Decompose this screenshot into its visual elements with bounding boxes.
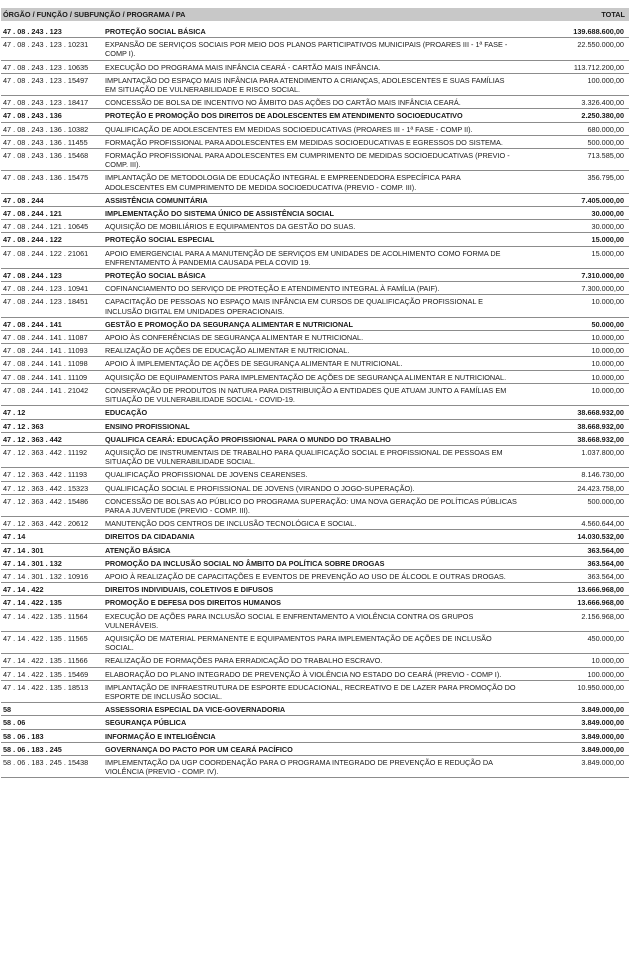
row-code: 47 . 12 . 363 . 442 . 11193 <box>3 470 88 480</box>
row-description: APOIO EMERGENCIAL PARA A MANUTENÇÃO DE SERVIÇOS EM UNIDADES DE ACOLHIMENTO COMO FORMA DE ENFRENTAMENTO À PANDEMIA CAUSADA PELA COVID 19. <box>105 248 501 267</box>
table-row <box>1 282 629 295</box>
row-description: ATENÇÃO BÁSICA <box>105 545 171 555</box>
row-code: 47 . 14 . 422 . 135 . 18513 <box>3 682 89 692</box>
table-row <box>1 318 629 331</box>
row-total: 100.000,00 <box>587 669 624 679</box>
row-code: 47 . 08 . 243 . 123 . 10635 <box>3 62 89 72</box>
row-description: QUALIFICA CEARÁ: EDUCAÇÃO PROFISSIONAL PARA O MUNDO DO TRABALHO <box>105 434 391 444</box>
row-description: APOIO À REALIZAÇÃO DE CAPACITAÇÕES E EVENTOS DE PREVENÇÃO AO USO DE ÁLCOOL E OUTRAS DROGAS. <box>105 571 506 581</box>
row-description: GOVERNANÇA DO PACTO POR UM CEARÁ PACÍFICO <box>105 744 293 754</box>
row-total: 38.668.932,00 <box>577 434 624 444</box>
table-row <box>1 446 629 468</box>
row-total: 10.000,00 <box>591 656 624 666</box>
header-total-label: TOTAL <box>601 10 625 19</box>
row-total: 7.310.000,00 <box>581 271 624 281</box>
row-code: 47 . 08 . 243 . 123 . 18417 <box>3 98 89 108</box>
row-description: INFORMAÇÃO E INTELIGÊNCIA <box>105 731 216 741</box>
row-description: CAPACITAÇÃO DE PESSOAS NO ESPAÇO MAIS INFÂNCIA EM CURSOS DE QUALIFICAÇÃO PROFISSIONAL E INCLUSÃO DIGITAL EM UNIDADES OPERACIONAIS. <box>105 297 484 316</box>
row-description: REALIZAÇÃO DE AÇÕES DE EDUCAÇÃO ALIMENTAR E NUTRICIONAL. <box>105 346 350 356</box>
table-row <box>1 295 629 317</box>
row-total: 3.849.000,00 <box>581 705 624 715</box>
row-code: 47 . 14 . 301 . 132 <box>3 558 62 568</box>
table-row <box>1 96 629 109</box>
table-row <box>1 596 629 609</box>
row-code: 58 <box>3 705 12 715</box>
row-description: QUALIFICAÇÃO SOCIAL E PROFISSIONAL DE JOVENS (VIRANDO O JOGO-SUPERAÇÃO). <box>105 483 415 493</box>
row-description: REALIZAÇÃO DE FORMAÇÕES PARA ERRADICAÇÃO DO TRABALHO ESCRAVO. <box>105 656 383 666</box>
row-description: COFINANCIAMENTO DO SERVIÇO DE PROTEÇÃO E ATENDIMENTO INTEGRAL À FAMÍLIA (PAIF). <box>105 284 440 294</box>
row-description: IMPLANTAÇÃO DE METODOLOGIA DE EDUCAÇÃO INTEGRAL E EMPREENDEDORA ESPECÍFICA PARA ADOLESCENTES EM CUMPRIMENTO DE MEDIDA SOCIOEDUCATIVA (PREVIO - COMP. III). <box>105 173 461 192</box>
row-total: 30.000,00 <box>591 209 624 219</box>
row-total: 3.849.000,00 <box>581 731 624 741</box>
row-code: 47 . 08 . 244 . 141 . 11109 <box>3 372 88 382</box>
table-row <box>1 668 629 681</box>
row-description: APOIO ÀS CONFERÊNCIAS DE SEGURANÇA ALIMENTAR E NUTRICIONAL. <box>105 333 364 343</box>
row-code: 47 . 08 . 244 . 141 . 11098 <box>3 359 88 369</box>
row-code: 47 . 08 . 244 . 141 . 11087 <box>3 333 88 343</box>
row-description: MANUTENÇÃO DOS CENTROS DE INCLUSÃO TECNOLÓGICA E SOCIAL. <box>105 519 357 529</box>
row-code: 47 . 08 . 244 . 123 <box>3 271 62 281</box>
row-total: 7.300.000,00 <box>581 284 624 294</box>
table-row <box>1 544 629 557</box>
row-description: ELABORAÇÃO DO PLANO INTEGRADO DE PREVENÇÃO À VIOLÊNCIA NO ESTADO DO CEARÁ (PREVIO - COMP I). <box>105 669 502 679</box>
row-total: 713.585,00 <box>587 151 624 161</box>
row-total: 22.550.000,00 <box>577 40 624 50</box>
table-row <box>1 220 629 233</box>
row-total: 10.000,00 <box>591 346 624 356</box>
row-description: AQUISIÇÃO DE EQUIPAMENTOS PARA IMPLEMENTAÇÃO DE AÇÕES DE SEGURANÇA ALIMENTAR E NUTRICIONAL. <box>105 372 507 382</box>
row-description: CONSERVAÇÃO DE PRODUTOS IN NATURA PARA DISTRIBUIÇÃO A ENTIDADES QUE ATUAM JUNTO A FAMÍLIAS EM SITUAÇÃO DE VULNERABILIDADE SOCIAL - COVID-19. <box>105 385 507 405</box>
row-total: 113.712.200,00 <box>573 62 624 72</box>
table-row <box>1 194 629 207</box>
row-description: FORMAÇÃO PROFISSIONAL PARA ADOLESCENTES EM MEDIDAS SOCIOEDUCATIVAS E EGRESSOS DO SISTEMA. <box>105 137 503 147</box>
row-total: 10.000,00 <box>591 333 624 343</box>
row-total: 10.950.000,00 <box>577 682 624 692</box>
table-row <box>1 468 629 481</box>
row-code: 47 . 12 <box>3 408 26 418</box>
table-row <box>1 109 629 122</box>
row-description: ENSINO PROFISSIONAL <box>105 421 190 431</box>
row-code: 47 . 08 . 243 . 136 <box>3 111 62 121</box>
row-code: 47 . 08 . 244 . 121 . 10645 <box>3 222 89 232</box>
row-total: 13.666.968,00 <box>577 598 624 608</box>
table-row <box>1 420 629 433</box>
table-row <box>1 654 629 667</box>
row-total: 38.668.932,00 <box>577 421 624 431</box>
row-code: 47 . 14 . 422 <box>3 585 44 595</box>
row-total: 3.849.000,00 <box>581 718 624 728</box>
row-total: 14.030.532,00 <box>577 532 624 542</box>
row-description: ASSISTÊNCIA COMUNITÁRIA <box>105 195 208 205</box>
row-code: 47 . 08 . 244 . 123 . 18451 <box>3 297 89 307</box>
row-description: QUALIFICAÇÃO DE ADOLESCENTES EM MEDIDAS SOCIOEDUCATIVAS (PROARES III - 1ª FASE - COMP II). <box>105 124 473 134</box>
row-code: 47 . 08 . 243 . 136 . 15475 <box>3 173 89 183</box>
table-row <box>1 583 629 596</box>
table-row <box>1 38 629 60</box>
row-description: IMPLEMENTAÇÃO DA UGP COORDENAÇÃO PARA O PROGRAMA INTEGRADO DE PREVENÇÃO E REDUÇÃO DA VIOLÊNCIA (PREVIO - COMP. IV). <box>105 757 493 777</box>
row-total: 10.000,00 <box>591 297 624 307</box>
row-description: CONCESSÃO DE BOLSAS AO PÚBLICO DO PROGRAMA SUPERAÇÃO: UMA NOVA GERAÇÃO DE POLÍTICAS PÚBLICAS PARA A JUVENTUDE (PREVIO - COMP. III). <box>105 496 517 515</box>
table-row <box>1 247 629 269</box>
row-code: 47 . 12 . 363 . 442 <box>3 434 62 444</box>
table-row <box>1 136 629 149</box>
row-total: 15.000,00 <box>591 235 624 245</box>
table-row <box>1 357 629 370</box>
row-code: 47 . 14 . 422 . 135 . 11566 <box>3 656 88 666</box>
row-code: 47 . 08 . 244 . 123 . 10941 <box>3 284 89 294</box>
row-description: QUALIFICAÇÃO PROFISSIONAL DE JOVENS CEARENSES. <box>105 470 308 480</box>
row-total: 10.000,00 <box>591 372 624 382</box>
table-row <box>1 344 629 357</box>
row-code: 47 . 12 . 363 . 442 . 11192 <box>3 447 88 457</box>
row-total: 8.146.730,00 <box>581 470 624 480</box>
row-code: 47 . 08 . 244 . 121 <box>3 209 62 219</box>
table-row <box>1 74 629 96</box>
row-description: IMPLANTAÇÃO DO ESPAÇO MAIS INFÂNCIA PARA ATENDIMENTO A CRIANÇAS, ADOLESCENTES E SUAS FAMÍLIAS EM SITUAÇÃO DE VULNERABILIDADE E RISCO SOCIAL. <box>105 75 505 95</box>
row-total: 10.000,00 <box>591 359 624 369</box>
row-total: 3.326.400,00 <box>581 98 624 108</box>
row-description: PROTEÇÃO E PROMOÇÃO DOS DIREITOS DE ADOLESCENTES EM ATENDIMENTO SOCIOEDUCATIVO <box>105 111 463 121</box>
table-body <box>1 25 629 778</box>
row-code: 58 . 06 . 183 . 245 . 15438 <box>3 757 89 767</box>
row-total: 500.000,00 <box>587 496 624 506</box>
table-row <box>1 716 629 729</box>
row-description: EXECUÇÃO DO PROGRAMA MAIS INFÂNCIA CEARÁ - CARTÃO MAIS INFÂNCIA. <box>105 62 381 72</box>
row-total: 100.000,00 <box>587 75 624 85</box>
row-code: 47 . 08 . 244 . 141 . 11093 <box>3 346 88 356</box>
row-total: 680.000,00 <box>587 124 624 134</box>
row-code: 47 . 08 . 243 . 136 . 11455 <box>3 137 88 147</box>
row-description: PROTEÇÃO SOCIAL BÁSICA <box>105 27 206 36</box>
row-description: IMPLANTAÇÃO DE INFRAESTRUTURA DE ESPORTE EDUCACIONAL, RECREATIVO E DE LAZER PARA PROMOÇÃO DO ESPORTE DE INCLUSÃO SOCIAL. <box>105 682 516 701</box>
row-description: EXPANSÃO DE SERVIÇOS SOCIAIS POR MEIO DOS PLANOS PARTICIPATIVOS MUNICIPAIS (PROARES III - 1ª FASE - COMP I). <box>105 40 508 59</box>
row-code: 47 . 08 . 244 . 141 <box>3 319 62 329</box>
row-total: 38.668.932,00 <box>577 408 624 418</box>
row-code: 47 . 14 . 422 . 135 . 15469 <box>3 669 89 679</box>
row-description: PROMOÇÃO E DEFESA DOS DIREITOS HUMANOS <box>105 598 281 608</box>
table-row <box>1 25 629 38</box>
row-total: 139.688.600,00 <box>573 27 624 36</box>
table-row <box>1 123 629 136</box>
table-row <box>1 730 629 743</box>
row-code: 47 . 12 . 363 . 442 . 15486 <box>3 496 89 506</box>
row-description: GESTÃO E PROMOÇÃO DA SEGURANÇA ALIMENTAR E NUTRICIONAL <box>105 319 353 329</box>
table-row <box>1 61 629 74</box>
row-code: 47 . 12 . 363 <box>3 421 44 431</box>
row-total: 2.250.380,00 <box>581 111 624 121</box>
table-row <box>1 632 629 654</box>
table-row <box>1 517 629 530</box>
row-code: 47 . 12 . 363 . 442 . 20612 <box>3 519 89 529</box>
table-row <box>1 743 629 756</box>
row-description: DIREITOS INDIVIDUAIS, COLETIVOS E DIFUSOS <box>105 585 274 595</box>
row-description: AQUISIÇÃO DE MOBILIÁRIOS E EQUIPAMENTOS DA GESTÃO DO SUAS. <box>105 222 356 232</box>
table-row <box>1 530 629 543</box>
row-total: 15.000,00 <box>591 248 624 258</box>
row-total: 24.423.758,00 <box>577 483 624 493</box>
table-row <box>1 570 629 583</box>
row-description: APOIO À IMPLEMENTAÇÃO DE AÇÕES DE SEGURANÇA ALIMENTAR E NUTRICIONAL. <box>105 359 403 369</box>
row-code: 47 . 08 . 244 . 122 . 21061 <box>3 248 89 258</box>
row-description: ASSESSORIA ESPECIAL DA VICE-GOVERNADORIA <box>105 705 286 715</box>
row-description: PROTEÇÃO SOCIAL ESPECIAL <box>105 235 215 245</box>
row-description: CONCESSÃO DE BOLSA DE INCENTIVO NO ÂMBITO DAS AÇÕES DO CARTÃO MAIS INFÂNCIA CEARÁ. <box>105 98 461 108</box>
row-description: EXECUÇÃO DE AÇÕES PARA INCLUSÃO SOCIAL E ENFRENTAMENTO A VIOLÊNCIA CONTRA OS GRUPOS VULNERÁVEIS. <box>105 611 474 630</box>
row-code: 47 . 08 . 244 <box>3 195 44 205</box>
table-row <box>1 406 629 419</box>
row-description: IMPLEMENTAÇÃO DO SISTEMA ÚNICO DE ASSISTÊNCIA SOCIAL <box>105 209 334 219</box>
table-row <box>1 269 629 282</box>
row-description: EDUCAÇÃO <box>105 408 148 418</box>
row-total: 363.564,00 <box>587 571 624 581</box>
table-row <box>1 703 629 716</box>
row-code: 47 . 14 . 301 <box>3 545 44 555</box>
row-code: 58 . 06 . 183 . 245 <box>3 744 62 754</box>
row-code: 47 . 14 . 422 . 135 . 11564 <box>3 611 88 621</box>
table-row <box>1 610 629 632</box>
table-row <box>1 171 629 193</box>
row-code: 58 . 06 <box>3 718 26 728</box>
row-code: 47 . 08 . 243 . 123 . 10231 <box>3 40 89 50</box>
table-row <box>1 482 629 495</box>
row-code: 47 . 14 <box>3 532 26 542</box>
row-total: 3.849.000,00 <box>581 757 624 767</box>
row-total: 10.000,00 <box>591 385 624 395</box>
row-total: 450.000,00 <box>587 633 624 643</box>
row-code: 47 . 08 . 243 . 136 . 15468 <box>3 151 89 161</box>
row-code: 58 . 06 . 183 <box>3 731 44 741</box>
row-total: 500.000,00 <box>587 137 624 147</box>
row-description: PROTEÇÃO SOCIAL BÁSICA <box>105 271 206 281</box>
table-row <box>1 384 629 406</box>
table-row <box>1 557 629 570</box>
row-description: FORMAÇÃO PROFISSIONAL PARA ADOLESCENTES EM CUMPRIMENTO DE MEDIDAS SOCIOEDUCATIVAS (PREVIO - COMP. III). <box>105 151 510 170</box>
row-total: 2.156.968,00 <box>581 611 624 621</box>
table-row <box>1 207 629 220</box>
header-classification-label: ÓRGÃO / FUNÇÃO / SUBFUNÇÃO / PROGRAMA / PA <box>3 10 186 19</box>
row-total: 7.405.000,00 <box>581 195 624 205</box>
table-row <box>1 331 629 344</box>
row-total: 13.666.968,00 <box>577 585 624 595</box>
row-code: 47 . 14 . 301 . 132 . 10916 <box>3 571 89 581</box>
row-total: 30.000,00 <box>591 222 624 232</box>
row-total: 4.560.644,00 <box>581 519 624 529</box>
row-code: 47 . 14 . 422 . 135 <box>3 598 62 608</box>
table-row <box>1 371 629 384</box>
table-row <box>1 149 629 171</box>
row-code: 47 . 08 . 243 . 136 . 10382 <box>3 124 89 134</box>
row-description: AQUISIÇÃO DE MATERIAL PERMANENTE E EQUIPAMENTOS PARA IMPLEMENTAÇÃO DE AÇÕES DE INCLUSÃO SOCIAL. <box>105 633 492 653</box>
table-row <box>1 681 629 703</box>
row-total: 3.849.000,00 <box>581 744 624 754</box>
row-total: 363.564,00 <box>587 545 624 555</box>
table-row <box>1 433 629 446</box>
row-total: 356.795,00 <box>587 173 624 183</box>
row-description: PROMOÇÃO DA INCLUSÃO SOCIAL NO ÂMBITO DA POLÍTICA SOBRE DROGAS <box>105 558 385 568</box>
row-total: 50.000,00 <box>591 319 624 329</box>
row-code: 47 . 08 . 243 . 123 . 15497 <box>3 75 89 85</box>
table-row <box>1 756 629 778</box>
row-description: DIREITOS DA CIDADANIA <box>105 532 195 542</box>
table-row <box>1 495 629 517</box>
row-code: 47 . 12 . 363 . 442 . 15323 <box>3 483 89 493</box>
row-description: AQUISIÇÃO DE INSTRUMENTAIS DE TRABALHO PARA QUALIFICAÇÃO SOCIAL E PROFISSIONAL DE PESSOAS EM SITUAÇÃO DE VULNERABILIDADE SOCIAL. <box>105 447 503 467</box>
row-code: 47 . 08 . 244 . 122 <box>3 235 62 245</box>
row-total: 1.037.800,00 <box>581 447 624 457</box>
row-description: SEGURANÇA PÚBLICA <box>105 718 187 728</box>
row-code: 47 . 08 . 243 . 123 <box>3 27 62 36</box>
table-header <box>1 8 629 21</box>
row-code: 47 . 08 . 244 . 141 . 21042 <box>3 385 89 395</box>
row-total: 363.564,00 <box>587 558 624 568</box>
row-code: 47 . 14 . 422 . 135 . 11565 <box>3 633 88 643</box>
table-row <box>1 233 629 246</box>
